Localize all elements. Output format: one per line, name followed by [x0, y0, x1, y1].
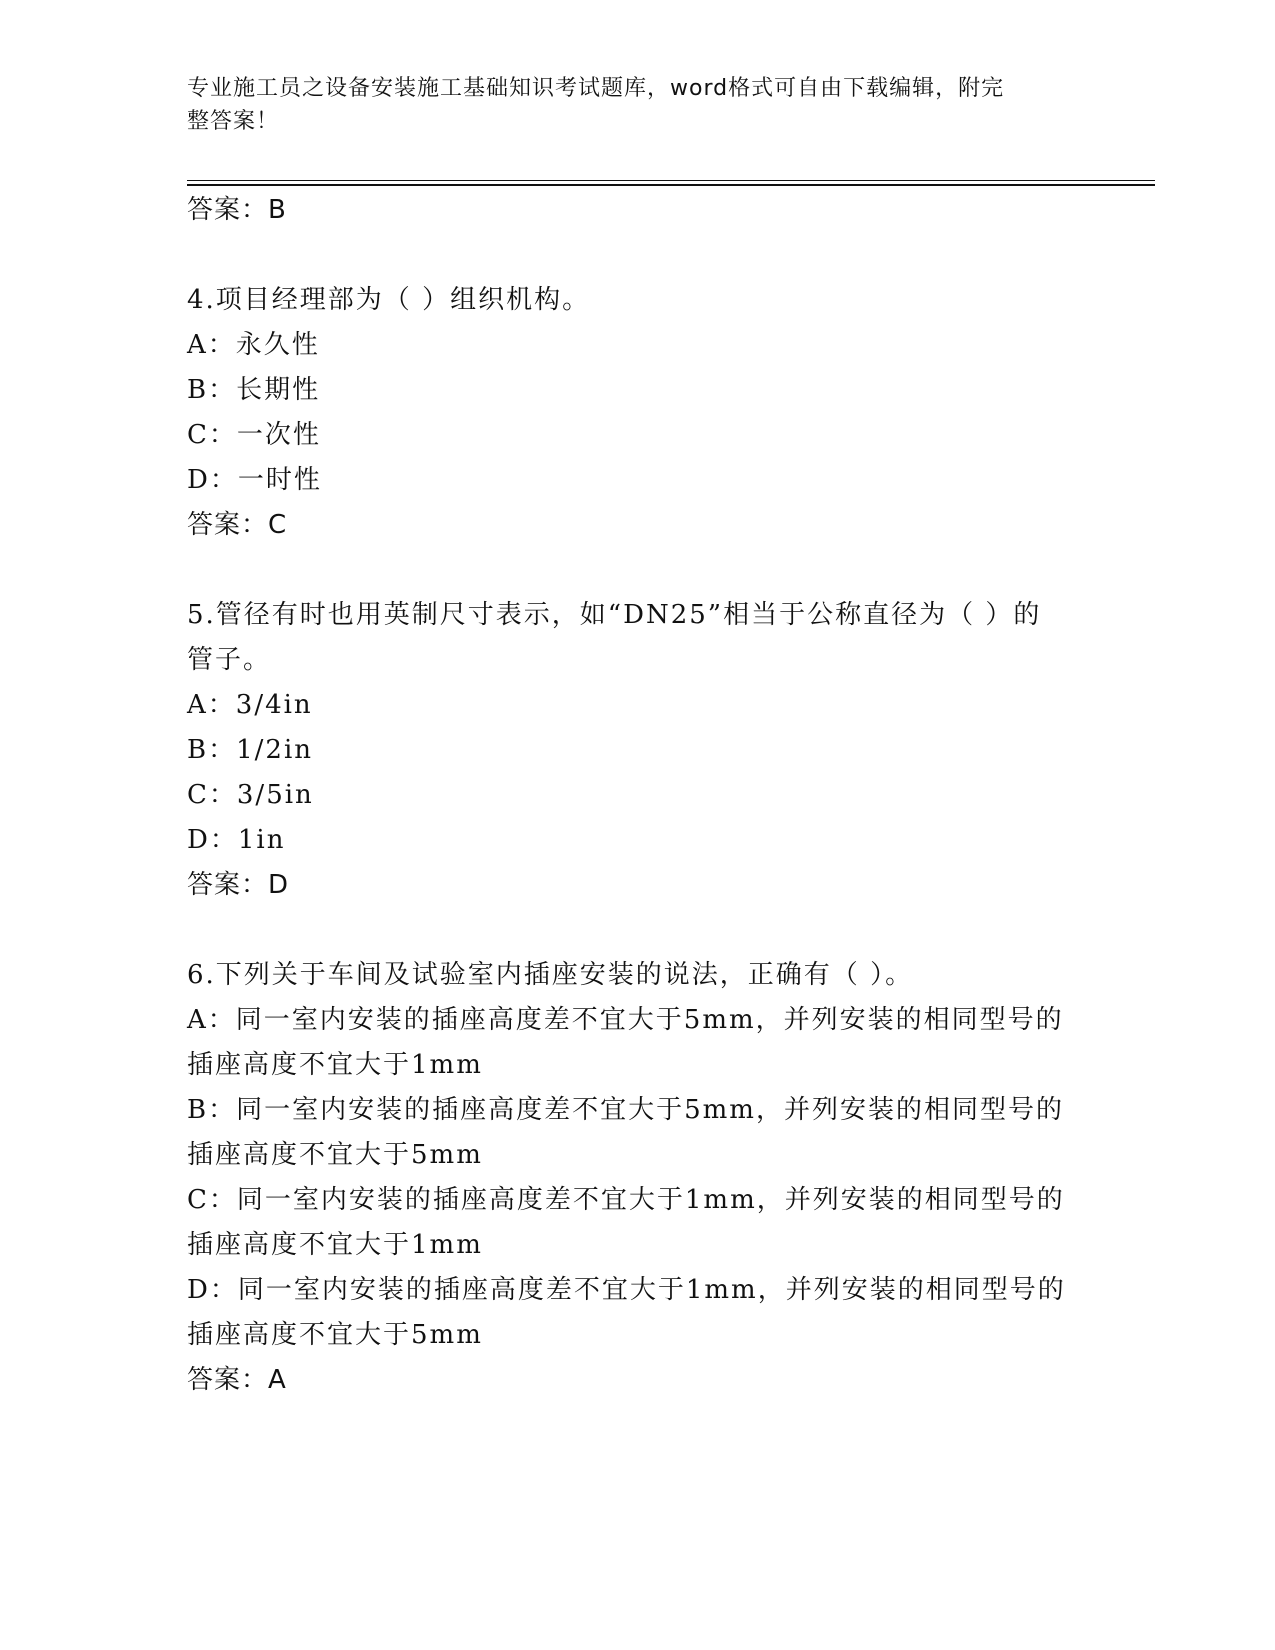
- answer-q5: 答案：D: [187, 870, 290, 900]
- question-stem: 4.项目经理部为（ ）组织机构。: [187, 285, 591, 315]
- option-a: A：永久性: [187, 330, 320, 360]
- option-c-line-1: C：同一室内安装的插座高度差不宜大于1mm，并列安装的相同型号的: [187, 1185, 1065, 1215]
- option-c: C：一次性: [187, 420, 321, 450]
- header-line-2: 整答案！: [187, 109, 280, 134]
- option-b: B：长期性: [187, 375, 321, 405]
- option-a-line-2: 插座高度不宜大于1mm: [187, 1050, 483, 1080]
- option-d: D：1in: [187, 825, 286, 855]
- option-c-line-2: 插座高度不宜大于1mm: [187, 1230, 483, 1260]
- answer-q3: 答案：B: [187, 195, 287, 225]
- question-stem: 6.下列关于车间及试验室内插座安装的说法，正确有（ ）。: [187, 960, 914, 990]
- answer-q4: 答案：C: [187, 510, 288, 540]
- page-header: [187, 72, 1067, 138]
- header-line-1: 专业施工员之设备安装施工基础知识考试题库，word格式可自由下载编辑，附完: [187, 76, 1005, 101]
- option-b: B：1/2in: [187, 735, 314, 765]
- header-divider-thick: [187, 184, 1155, 186]
- option-d-line-1: D：同一室内安装的插座高度差不宜大于1mm，并列安装的相同型号的: [187, 1275, 1066, 1305]
- option-d-line-2: 插座高度不宜大于5mm: [187, 1320, 483, 1350]
- answer-q6: 答案：A: [187, 1365, 287, 1395]
- option-a: A：3/4in: [187, 690, 313, 720]
- option-a-line-1: A：同一室内安装的插座高度差不宜大于5mm，并列安装的相同型号的: [187, 1005, 1064, 1035]
- option-d: D：一时性: [187, 465, 322, 495]
- option-c: C：3/5in: [187, 780, 314, 810]
- question-stem-line-2: 管子。: [187, 645, 272, 675]
- header-divider-thin: [187, 180, 1155, 181]
- option-b-line-2: 插座高度不宜大于5mm: [187, 1140, 483, 1170]
- option-b-line-1: B：同一室内安装的插座高度差不宜大于5mm，并列安装的相同型号的: [187, 1095, 1064, 1125]
- question-stem-line-1: 5.管径有时也用英制尺寸表示，如“DN25”相当于公称直径为（ ）的: [187, 600, 1042, 630]
